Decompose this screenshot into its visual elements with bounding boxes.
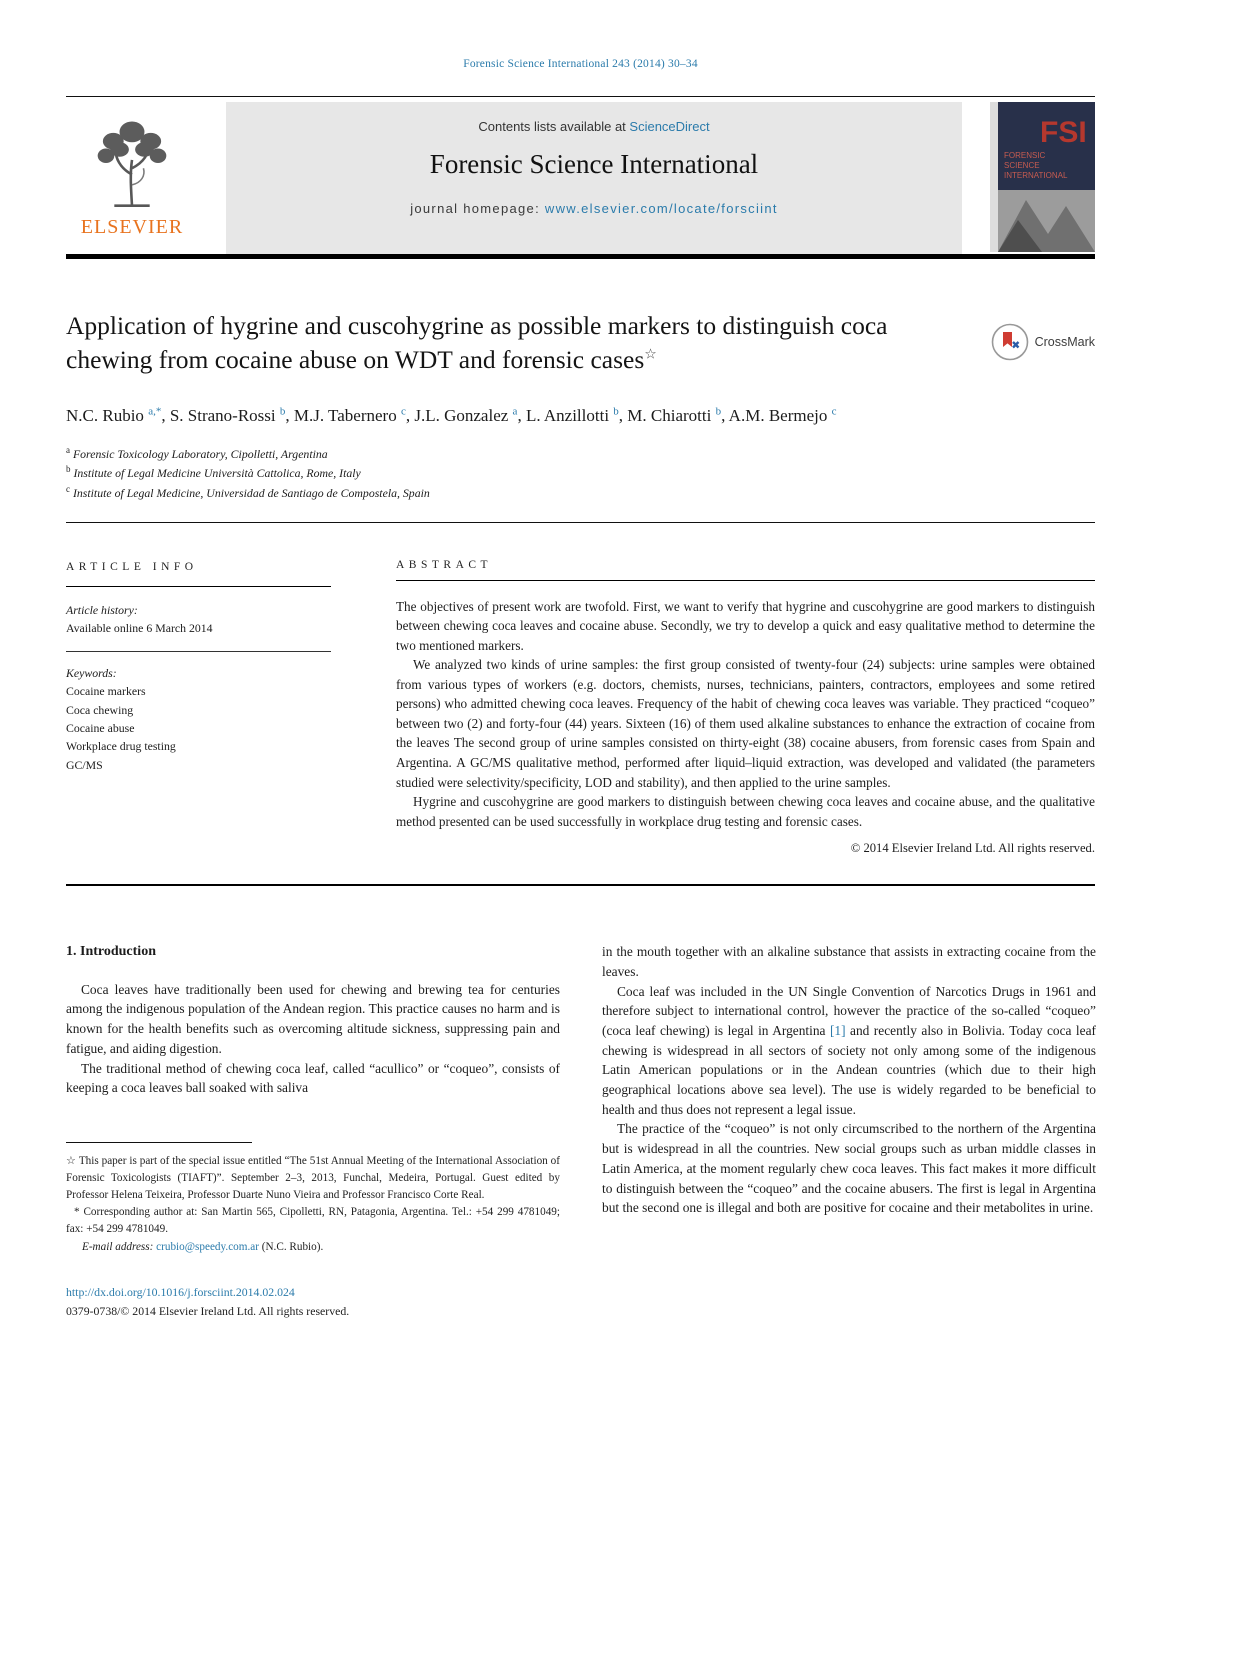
sciencedirect-link[interactable]: ScienceDirect	[629, 119, 710, 134]
email-link[interactable]: crubio@speedy.com.ar	[156, 1240, 259, 1253]
email-footnote	[66, 1239, 560, 1256]
article-title	[66, 309, 971, 377]
article-info-heading: ARTICLE INFO	[66, 560, 198, 573]
body-paragraph: The traditional method of chewing coca leaf, called “acullico” or “coqueo”, consists of keeping a coca leaves ball soaked with saliva	[66, 1060, 560, 1096]
abstract-heading: ABSTRACT	[396, 558, 493, 571]
body-paragraph: The practice of the “coqueo” is not only circumscribed to the northern of the Argentina but is widespread in all the countries. New social groups such as urban middle classes in Latin America, at the moment regularly chew coca leaves. This fact makes it more difficult to distinguish between the “coqueo” and the cocaine abusers. The first is legal in Argentina but the second one is illegal and both are positive for cocaine and their metabolites in urine.	[602, 1121, 1096, 1216]
page-footer	[66, 1283, 1095, 1322]
homepage-label: journal homepage:	[410, 201, 545, 216]
author: L. Anzillotti $^b$,	[525, 405, 624, 425]
copyright-line: © 2014 Elsevier Ireland Ltd. All rights reserved.	[850, 841, 1095, 856]
keyword: Workplace drug testing	[66, 739, 176, 754]
author: M.J. Tabernero $^c$,	[293, 405, 411, 425]
affiliation-ref[interactable]: b	[715, 405, 722, 418]
special-issue-footnote: ☆ This paper is part of the special issue entitled “The 51st Annual Meeting of the International Association of Forensic Toxicologists (TIAFT)”. September 2–3, 2013, Funchal, Medeira, Portugal. Guest edited by Professor Helena Teixeira, Professor Duarte Nuno Vieira and Professor Francisco Corte Real.	[66, 1154, 560, 1201]
history-keywords-divider	[66, 651, 331, 652]
journal-cover-thumbnail	[990, 102, 1095, 252]
crossmark-icon	[991, 323, 1029, 361]
masthead-center-panel	[226, 102, 962, 254]
journal-masthead	[66, 102, 1095, 254]
affiliation-ref[interactable]: a	[512, 405, 518, 418]
info-abstract-section	[66, 523, 1095, 856]
doi-link[interactable]: http://dx.doi.org/10.1016/j.forsciint.2014.02.024	[66, 1284, 295, 1299]
affiliation: $^a$ Forensic Toxicology Laboratory, Cipolletti, Argentina	[66, 445, 328, 462]
cover-line2: SCIENCE	[1004, 161, 1040, 170]
running-head-citation: Forensic Science International 243 (2014) 30–34	[463, 58, 698, 70]
elsevier-tree-icon	[84, 110, 180, 214]
affiliation-list	[66, 444, 1095, 502]
author: S. Strano-Rossi $^b$,	[169, 405, 290, 425]
keyword: Cocaine markers	[66, 684, 146, 699]
author: J.L. Gonzalez $^a$,	[414, 405, 522, 425]
article-history-value: Available online 6 March 2014	[66, 620, 213, 635]
abstract-paragraph: Hygrine and cuscohygrine are good markers to distinguish between chewing coca leaves and cocaine abuse, and the qualitative method presented can be used successfully in workplace drug testing and forensic cases.	[396, 794, 1095, 829]
crossmark-label: CrossMark	[1034, 335, 1095, 349]
abstract-paragraph: The objectives of present work are twofold. First, we want to verify that hygrine and cuscohygrine are good markers to distinguish between chewing coca leaves and cocaine abuse. Secondly, we try to develop a quick and easy qualitative method to determine the two mentioned markers.	[396, 598, 1095, 653]
article-title-text: Application of hygrine and cuscohygrine as possible markers to distinguish coca chewing from cocaine abuse on WDT and forensic cases	[66, 311, 888, 374]
article-history-label: Article history:	[66, 602, 138, 617]
elsevier-wordmark: ELSEVIER	[80, 216, 184, 238]
author: A.M. Bermejo $^c$	[728, 405, 837, 425]
contents-prefix: Contents lists available at	[478, 119, 630, 134]
special-issue-star: ☆	[644, 347, 657, 363]
body-paragraph: Coca leaf was included in the UN Single Convention of Narcotics Drugs in 1961 and therefore subject to international control, however the practice of the so-called “coqueo” (coca leaf chewing) is legal in Argentina [1] and recently also in Bolivia. Today coca leaf chewing is widespread in all sectors of society not only among some of the indigenous Latin American populations or in the Andean countries (which due to their high geographical locations above sea level). The use is widely regarded to be beneficial to health and thus does not represent a legal issue.	[602, 983, 1096, 1117]
keyword: GC/MS	[66, 757, 103, 772]
article-info-column	[66, 523, 331, 856]
affiliation-ref[interactable]: b	[613, 405, 619, 418]
section-heading-introduction: 1. Introduction	[66, 944, 156, 960]
homepage-url-link[interactable]: www.elsevier.com/locate/forsciint	[544, 201, 778, 216]
keyword: Cocaine abuse	[66, 720, 135, 735]
affiliation-ref[interactable]: a,*	[148, 405, 162, 418]
abstract-bottom-rule	[66, 884, 1095, 886]
masthead-bottom-bar	[66, 254, 1095, 259]
keywords-label: Keywords:	[66, 666, 117, 681]
affiliation: $^c$ Institute of Legal Medicine, Universidad de Santiago de Compostela, Spain	[66, 483, 430, 500]
reference-1-link[interactable]: [1]	[829, 1022, 846, 1038]
crossmark-badge[interactable]	[991, 321, 1095, 363]
elsevier-logo	[66, 102, 198, 254]
body-right-column	[602, 942, 1096, 1257]
affiliation-ref[interactable]: c	[831, 405, 837, 418]
body-paragraph: Coca leaves have traditionally been used for chewing and brewing tea for centuries among the indigenous population of the Andean region. This practice causes no harm and is known for the health benefits such as overcoming altitude sickness, suppressing pain and fatigue, and aiding digestion.	[66, 981, 560, 1056]
keyword: Coca chewing	[66, 702, 134, 717]
affiliation-ref[interactable]: b	[279, 405, 286, 418]
abstract-text	[396, 597, 1095, 831]
corresponding-author-footnote: * Corresponding author at: San Martin 565, Cipolletti, RN, Patagonia, Argentina. Tel.: +54 299 4781049; fax: +54 299 4781049.	[66, 1206, 560, 1236]
author: M. Chiarotti $^b$,	[627, 405, 726, 425]
article-body	[66, 942, 1095, 1257]
footnote-block	[66, 1142, 560, 1256]
body-left-column	[66, 942, 560, 1257]
top-rule	[66, 96, 1095, 97]
abstract-rule	[396, 580, 1095, 581]
footnote-rule	[66, 1142, 252, 1143]
cover-line1: FORENSIC	[1004, 151, 1046, 160]
rights-line: 0379-0738/© 2014 Elsevier Ireland Ltd. All rights reserved.	[66, 1304, 350, 1319]
affiliation: $^b$ Institute of Legal Medicine Università Cattolica, Rome, Italy	[66, 464, 361, 481]
abstract-column	[396, 523, 1095, 856]
author: N.C. Rubio $^{a,*}$,	[66, 405, 166, 425]
email-label: E-mail address:	[82, 1240, 154, 1253]
journal-title: Forensic Science International	[429, 149, 759, 179]
body-paragraph: in the mouth together with an alkaline substance that assists in extracting cocaine from the leaves.	[602, 944, 1096, 979]
email-suffix: (N.C. Rubio).	[261, 1240, 324, 1253]
homepage-line	[226, 201, 962, 216]
journal-cover	[990, 102, 1095, 254]
cover-line3: INTERNATIONAL	[1004, 171, 1068, 180]
abstract-paragraph: We analyzed two kinds of urine samples: the first group consisted of twenty-four (24) subjects: urine samples were obtained from various types of workers (e.g. doctors, chemists, nurses, technicians, painters, contractors, employees and some retired persons) who admitted chewing coca leaves. Frequency of the habit of chewing coca leaves was variable. They practiced “coqueo” between two (2) and forty-four (44) years. Sixteen (16) of them used alkaline substances to enhance the extraction of cocaine from the leaves The second group of urine samples consisted on thirty-eight (38) cocaine abusers, from forensic cases from Spain and Argentina. A GC/MS qualitative method, performed after liquid–liquid extraction, was developed and validated (the parameters studied were selectivity/specificity, LOD and stability), and then applied to the urine samples.	[396, 657, 1095, 790]
cover-fsi-text: FSI	[1040, 116, 1087, 149]
affiliation-ref[interactable]: c	[400, 405, 406, 418]
contents-line	[226, 119, 962, 134]
author-list	[66, 403, 1026, 429]
title-block	[66, 309, 1095, 377]
article-info-rule	[66, 586, 331, 587]
